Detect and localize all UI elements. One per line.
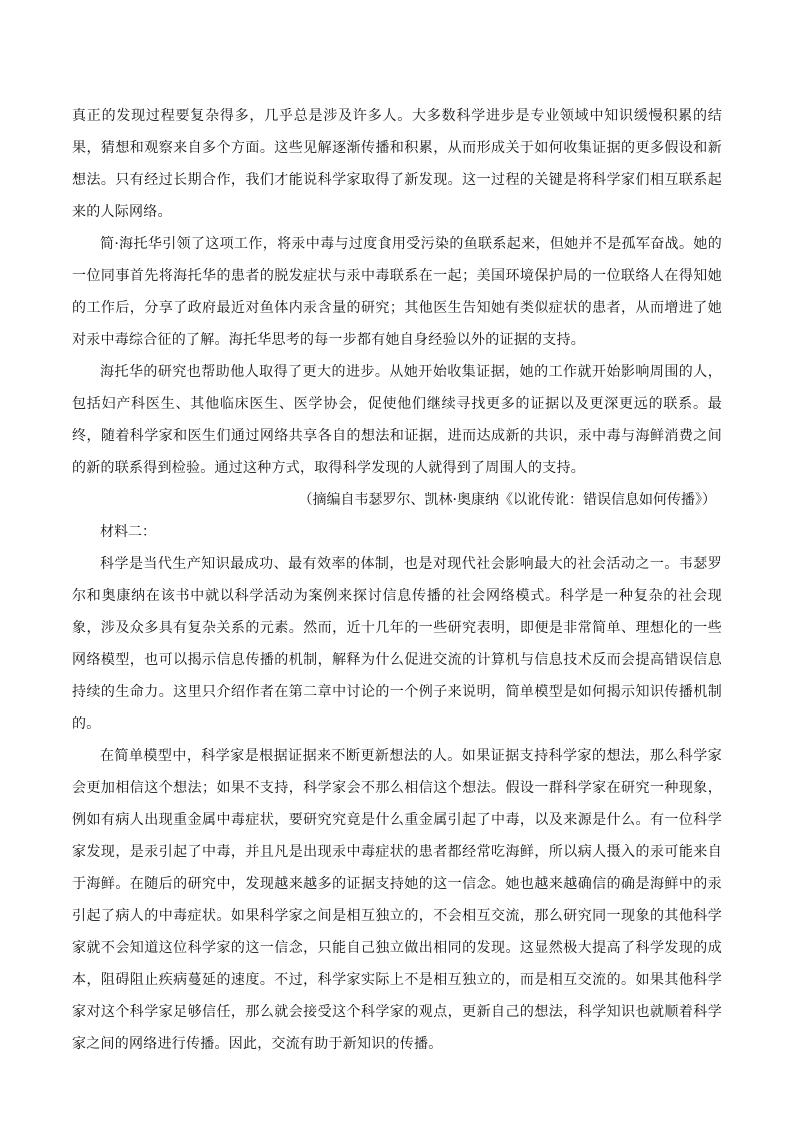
- document-body: [72, 100, 722, 1060]
- paragraph-simple-model: 在简单模型中，科学家是根据证据来不断更新想法的人。如果证据支持科学家的想法，那么科学家会更加相信这个想法；如果不支持，科学家会不那么相信这个想法。假设一群科学家在研究一种现象，例如有病人出现重金属中毒症状，要研究究竟是什么重金属引起了中毒，以及来源是什么。有一位科学家发现，是汞引起了中毒，并且凡是出现汞中毒症状的患者都经常吃海鲜，所以病人摄入的汞可能来自于海鲜。在随后的研究中，发现越来越多的证据支持她的这一信念。她也越来越确信的确是海鲜中的汞引起了病人的中毒症状。如果科学家之间是相互独立的，不会相互交流，那么研究同一现象的其他科学家就不会知道这位科学家的这一信念，只能自己独立做出相同的发现。这显然极大提高了科学发现的成本，阻碍阻止疾病蔓延的速度。不过，科学家实际上不是相互独立的，而是相互交流的。如果其他科学家对这个科学家足够信任，那么就会接受这个科学家的观点，更新自己的想法，科学知识也就顺着科学家之间的网络进行传播。因此，交流有助于新知识的传播。: [72, 748, 722, 1052]
- source-citation: （摘编自韦瑟罗尔、凯林·奥康纳《以讹传讹：错误信息如何传播》）: [298, 492, 716, 508]
- paragraph-hightower-influence: 海托华的研究也帮助他人取得了更大的进步。从她开始收集证据，她的工作就开始影响周围的人，包括妇产科医生、其他临床医生、医学协会，促使他们继续寻找更多的证据以及更深更远的联系。最终，随着科学家和医生们通过网络共享各自的想法和证据，进而达成新的共识，汞中毒与海鲜消费之间的新的联系得到检验。通过这种方式，取得科学发现的人就得到了周围人的支持。: [72, 364, 722, 476]
- paragraph-science-institution: 科学是当代生产知识最成功、最有效率的体制，也是对现代社会影响最大的社会活动之一。韦瑟罗尔和奥康纳在该书中就以科学活动为案例来探讨信息传播的社会网络模式。科学是一种复杂的社会现象，涉及众多具有复杂关系的元素。然而，近十几年的一些研究表明，即便是非常简单、理想化的一些网络模型，也可以揭示信息传播的机制，解释为什么促进交流的计算机与信息技术反而会提高错误信息持续的生命力。这里只介绍作者在第二章中讨论的一个例子来说明，简单模型是如何揭示知识传播机制的。: [72, 556, 722, 732]
- paragraph-discovery-process: 真正的发现过程要复杂得多，几乎总是涉及许多人。大多数科学进步是专业领域中知识缓慢积累的结果，猜想和观察来自多个方面。这些见解逐渐传播和积累，从而形成关于如何收集证据的更多假设和新想法。只有经过长期合作，我们才能说科学家取得了新发现。这一过程的关键是将科学家们相互联系起来的人际网络。: [72, 108, 722, 220]
- paragraph-hightower-work: 简·海托华引领了这项工作，将汞中毒与过度食用受污染的鱼联系起来，但她并不是孤军奋战。她的一位同事首先将海托华的患者的脱发症状与汞中毒联系在一起；美国环境保护局的一位联络人在得知她的工作后，分享了政府最近对鱼体内汞含量的研究；其他医生告知她有类似症状的患者，从而增进了她对汞中毒综合征的了解。海托华思考的每一步都有她自身经验以外的证据的支持。: [72, 236, 722, 348]
- material-two-heading: 材料二：: [100, 524, 156, 540]
